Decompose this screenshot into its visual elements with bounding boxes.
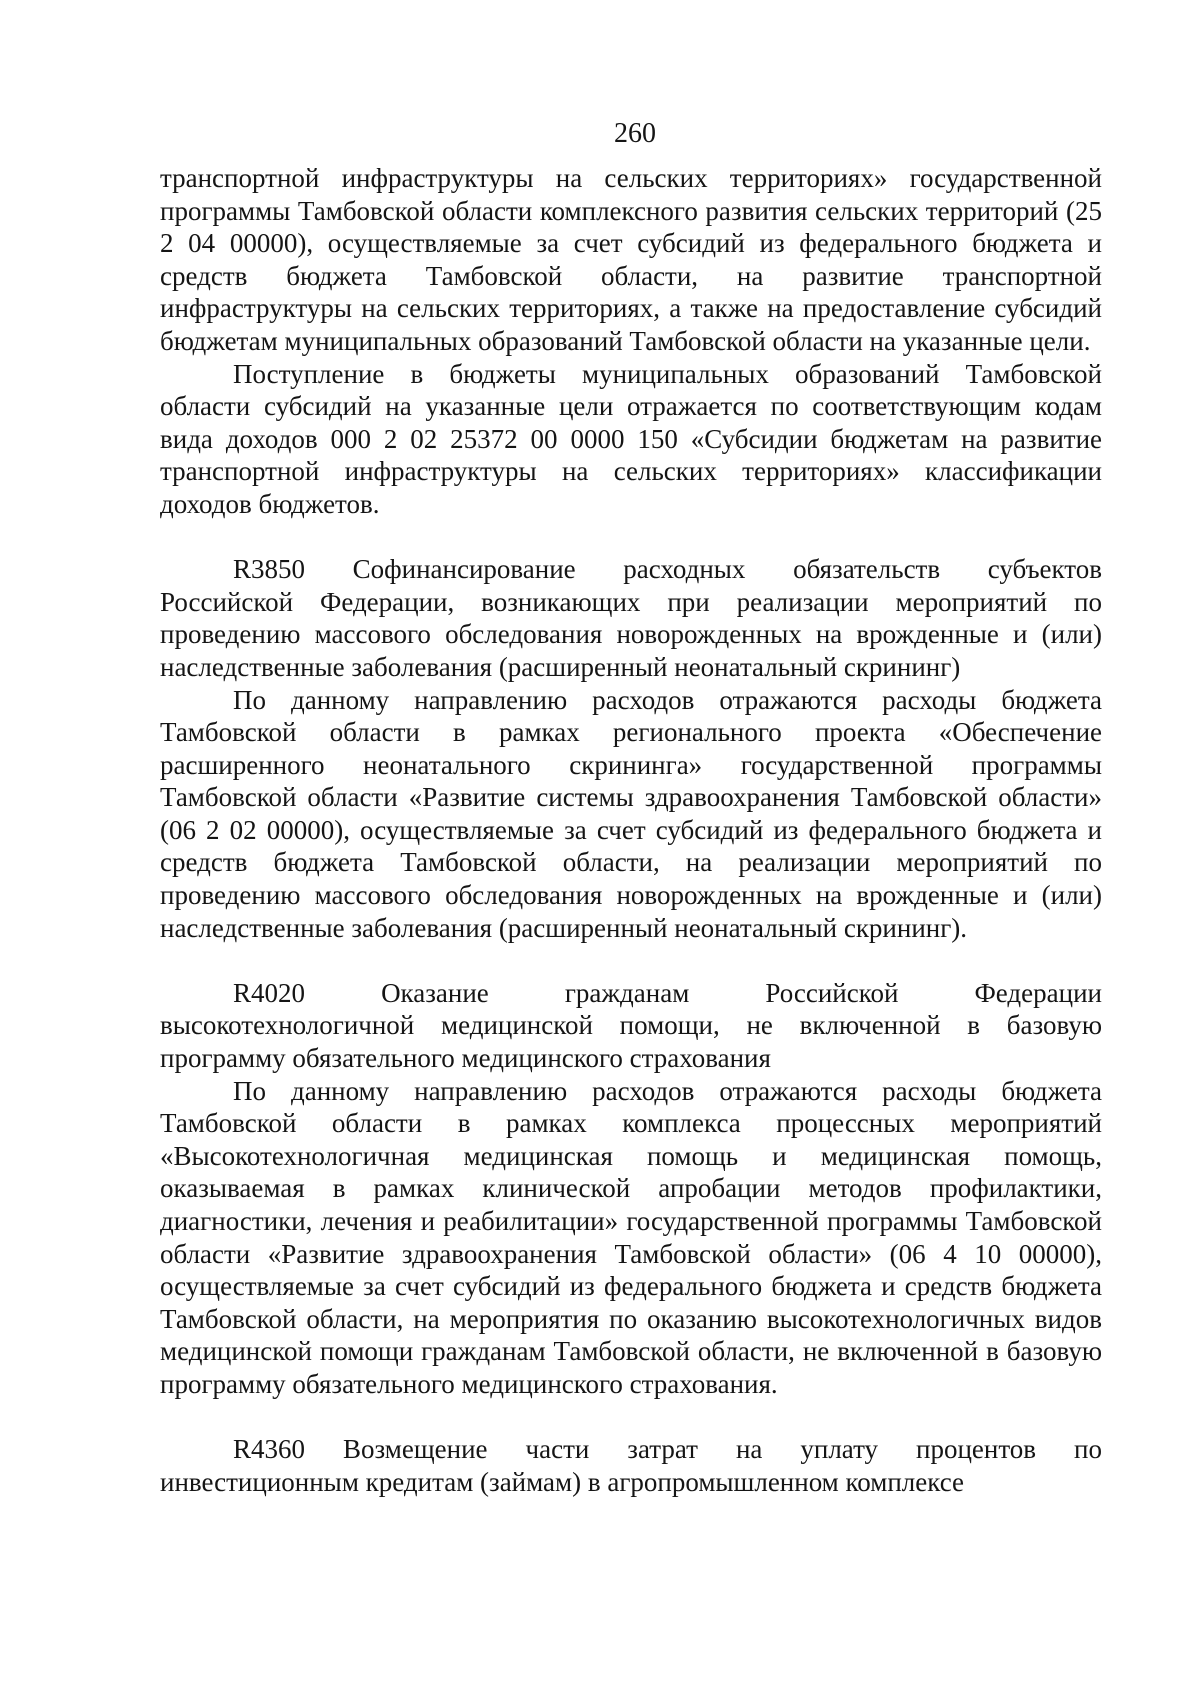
heading-r4020-continuation: высокотехнологичной медицинской помощи, не включенной в базовую программу обязательного медицинского страхования bbox=[160, 1010, 1102, 1074]
paragraph-continuation: транспортной инфраструктуры на сельских территориях» государственной программы Тамбовской области комплексного развития сельских территорий (25 2 04 00000), осуществляемые за счет субсидий из федерального бюджета и средств бюджета Тамбовской области, на развитие транспортной инфраструктуры на сельских территориях, а также на предоставление субсидий бюджетам муниципальных образований Тамбовской области на указанные цели. bbox=[160, 163, 1102, 356]
heading-r3850-continuation: Российской Федерации, возникающих при реализации мероприятий по проведению массового обследования новорожденных на врожденные и (или) наследственные заболевания (расширенный неонатальный скрининг) bbox=[160, 586, 1102, 682]
heading-word: на bbox=[735, 1434, 763, 1465]
heading-word: Оказание bbox=[381, 977, 489, 1008]
heading-r4360-continuation: инвестиционным кредитам (займам) в агропромышленном комплексе bbox=[160, 1466, 964, 1497]
heading-word: уплату bbox=[800, 1434, 879, 1465]
code-heading-r4360 bbox=[160, 1433, 1102, 1466]
code-r3850: R3850 bbox=[233, 554, 306, 585]
heading-word: Возмещение bbox=[343, 1434, 488, 1465]
heading-word: субъектов bbox=[987, 554, 1102, 585]
heading-word: части bbox=[525, 1434, 590, 1465]
heading-word: процентов bbox=[916, 1434, 1037, 1465]
paragraph-r4020-description: По данному направлению расходов отражаются расходы бюджета Тамбовской области в рамках комплекса процессных мероприятий «Высокотехнологичная медицинская помощь и медицинская помощь, оказываемая в рамках клинической апробации методов профилактики, диагностики, лечения и реабилитации» государственной программы Тамбовской области «Развитие здравоохранения Тамбовской области» (06 4 10 00000), осуществляемые за счет субсидий из федерального бюджета и средств бюджета Тамбовской области, на мероприятия по оказанию высокотехнологичных видов медицинской помощи гражданам Тамбовской области, не включенной в базовую программу обязательного медицинского страхования. bbox=[160, 1075, 1102, 1399]
heading-word: гражданам bbox=[564, 977, 690, 1008]
code-heading-r4020 bbox=[160, 977, 1102, 1010]
document-body bbox=[160, 162, 1102, 1498]
code-heading-r3850 bbox=[160, 553, 1102, 586]
heading-word: затрат bbox=[627, 1434, 698, 1465]
heading-word: Российской bbox=[765, 977, 899, 1008]
paragraph-r3850-description: По данному направлению расходов отражаются расходы бюджета Тамбовской области в рамках регионального проекта «Обеспечение расширенного неонатального скрининга» государственной программы Тамбовской области «Развитие системы здравоохранения Тамбовской области» (06 2 02 00000), осуществляемые за счет субсидий из федерального бюджета и средств бюджета Тамбовской области, на реализации мероприятий по проведению массового обследования новорожденных на врожденные и (или) наследственные заболевания (расширенный неонатальный скрининг). bbox=[160, 684, 1102, 943]
heading-word: Софинансирование bbox=[352, 554, 576, 585]
code-r4020: R4020 bbox=[233, 977, 306, 1008]
code-r4360: R4360 bbox=[233, 1434, 306, 1465]
heading-word: по bbox=[1074, 1434, 1102, 1465]
heading-word: Федерации bbox=[974, 977, 1102, 1008]
paragraph-revenue-codes: Поступление в бюджеты муниципальных образований Тамбовской области субсидий на указанные цели отражается по соответствующим кодам вида доходов 000 2 02 25372 00 0000 150 «Субсидии бюджетам на развитие транспортной инфраструктуры на сельских территориях» классификации доходов бюджетов. bbox=[160, 358, 1102, 519]
heading-word: обязательств bbox=[793, 554, 941, 585]
page-number: 260 bbox=[614, 118, 656, 149]
heading-word: расходных bbox=[623, 554, 746, 585]
